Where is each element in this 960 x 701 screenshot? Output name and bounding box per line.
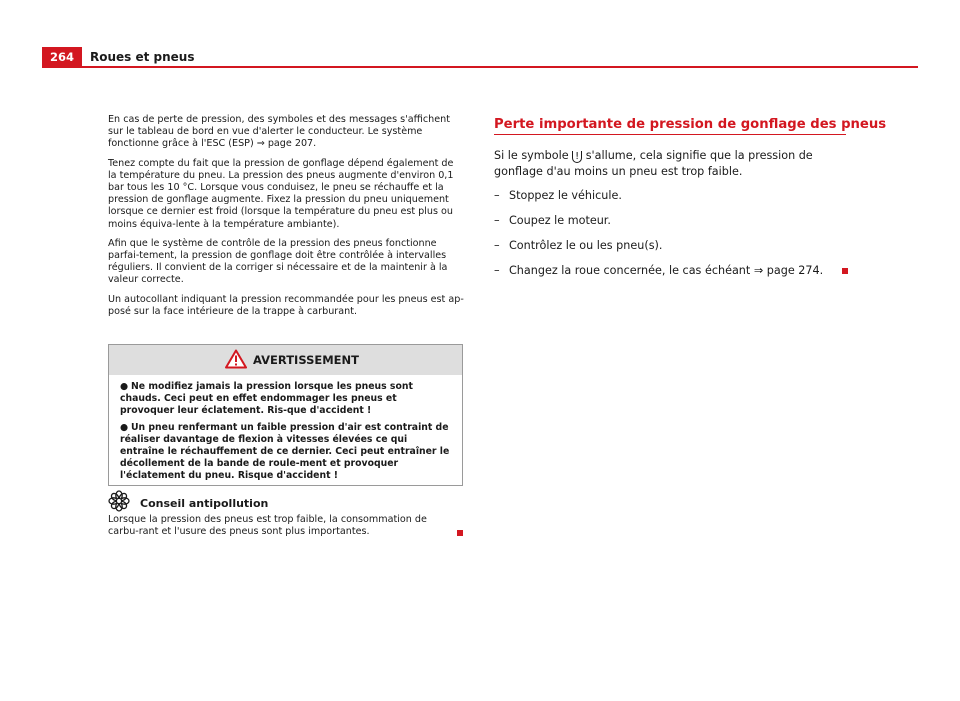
eco-tip-text: Lorsque la pression des pneus est trop faible, la consommation de carbu-rant et l'usure des pneus sont plus importantes. — [108, 514, 427, 538]
bullet: ● — [120, 422, 129, 433]
bullet: ● — [120, 381, 129, 392]
dash: – — [494, 189, 500, 202]
step-item — [494, 214, 611, 228]
section-title: Roues et pneus — [90, 50, 195, 64]
section-end-marker — [842, 268, 848, 274]
step-text: Contrôlez le ou les pneu(s). — [509, 239, 663, 252]
header-divider — [42, 66, 918, 68]
step-text: Changez la roue concernée, le cas échéant ⇒ page 274. — [509, 264, 824, 277]
paragraph: Tenez compte du fait que la pression de gonflage dépend également de la température du pneu. La pression des pneus augmente d'environ 0,1 bar tous les 10 °C. Lorsque vous conduisez, le pneu se réchauffe et la pression de gonflage augmente. Fixez la pression du pneu uniquement lorsque ce dernier est froid (lorsque la température du pneu est plus ou moins équiva-lente à la température ambiante). — [108, 157, 454, 230]
section-end-marker — [457, 530, 463, 536]
intro-text-after: s'allume, cela signifie que la pression de gonflage d'au moins un pneu est trop faible. — [494, 149, 813, 178]
warning-title: AVERTISSEMENT — [253, 353, 360, 367]
section-heading: Perte importante de pression de gonflage des pneus — [494, 117, 887, 132]
warning-body — [109, 375, 462, 482]
step-item — [494, 264, 823, 278]
tire-pressure-warning-icon: ! — [572, 151, 582, 163]
warning-header — [109, 345, 462, 375]
heading-underline — [494, 134, 846, 135]
dash: – — [494, 264, 500, 277]
step-text: Coupez le moteur. — [509, 214, 611, 227]
eco-tip-title: Conseil antipollution — [140, 497, 269, 510]
warning-item-text: Un pneu renfermant un faible pression d'air est contraint de réaliser davantage de flexion à vitesses élevées ce qui entraîne le réchauffement de ce dernier. Ceci peut entraîner le décollement de la bande de roule-ment et provoquer l'éclatement du pneu. Risque d'accident ! — [120, 422, 450, 481]
intro-text-before: Si le symbole — [494, 149, 573, 162]
dash: – — [494, 239, 500, 252]
step-item — [494, 239, 662, 253]
paragraph: Un autocollant indiquant la pression recommandée pour les pneus est ap-posé sur la face intérieure de la trappe à carburant. — [108, 293, 464, 317]
warning-triangle-icon — [225, 349, 247, 369]
paragraph: Afin que le système de contrôle de la pression des pneus fonctionne parfai-tement, la pression de gonflage doit être contrôlée à intervalles réguliers. Il convient de la corriger si nécessaire et de la maintenir à la valeur correcte. — [108, 237, 448, 286]
intro-paragraph — [494, 148, 854, 179]
left-column — [108, 114, 464, 325]
paragraph: En cas de perte de pression, des symboles et des messages s'affichent sur le tableau de bord en vue d'alerter le conducteur. Le système fonctionne grâce à l'ESC (ESP) ⇒ page 207. — [108, 114, 451, 150]
step-text: Stoppez le véhicule. — [509, 189, 622, 202]
flower-icon — [108, 490, 130, 512]
warning-box — [108, 344, 463, 486]
warning-item — [120, 381, 452, 417]
warning-item-text: Ne modifiez jamais la pression lorsque les pneus sont chauds. Ceci peut en effet endommager les pneus et provoquer leur éclatement. Ris-que d'accident ! — [120, 381, 413, 416]
warning-item — [120, 422, 452, 482]
step-item — [494, 189, 622, 203]
page-number: 264 — [42, 47, 82, 67]
dash: – — [494, 214, 500, 227]
